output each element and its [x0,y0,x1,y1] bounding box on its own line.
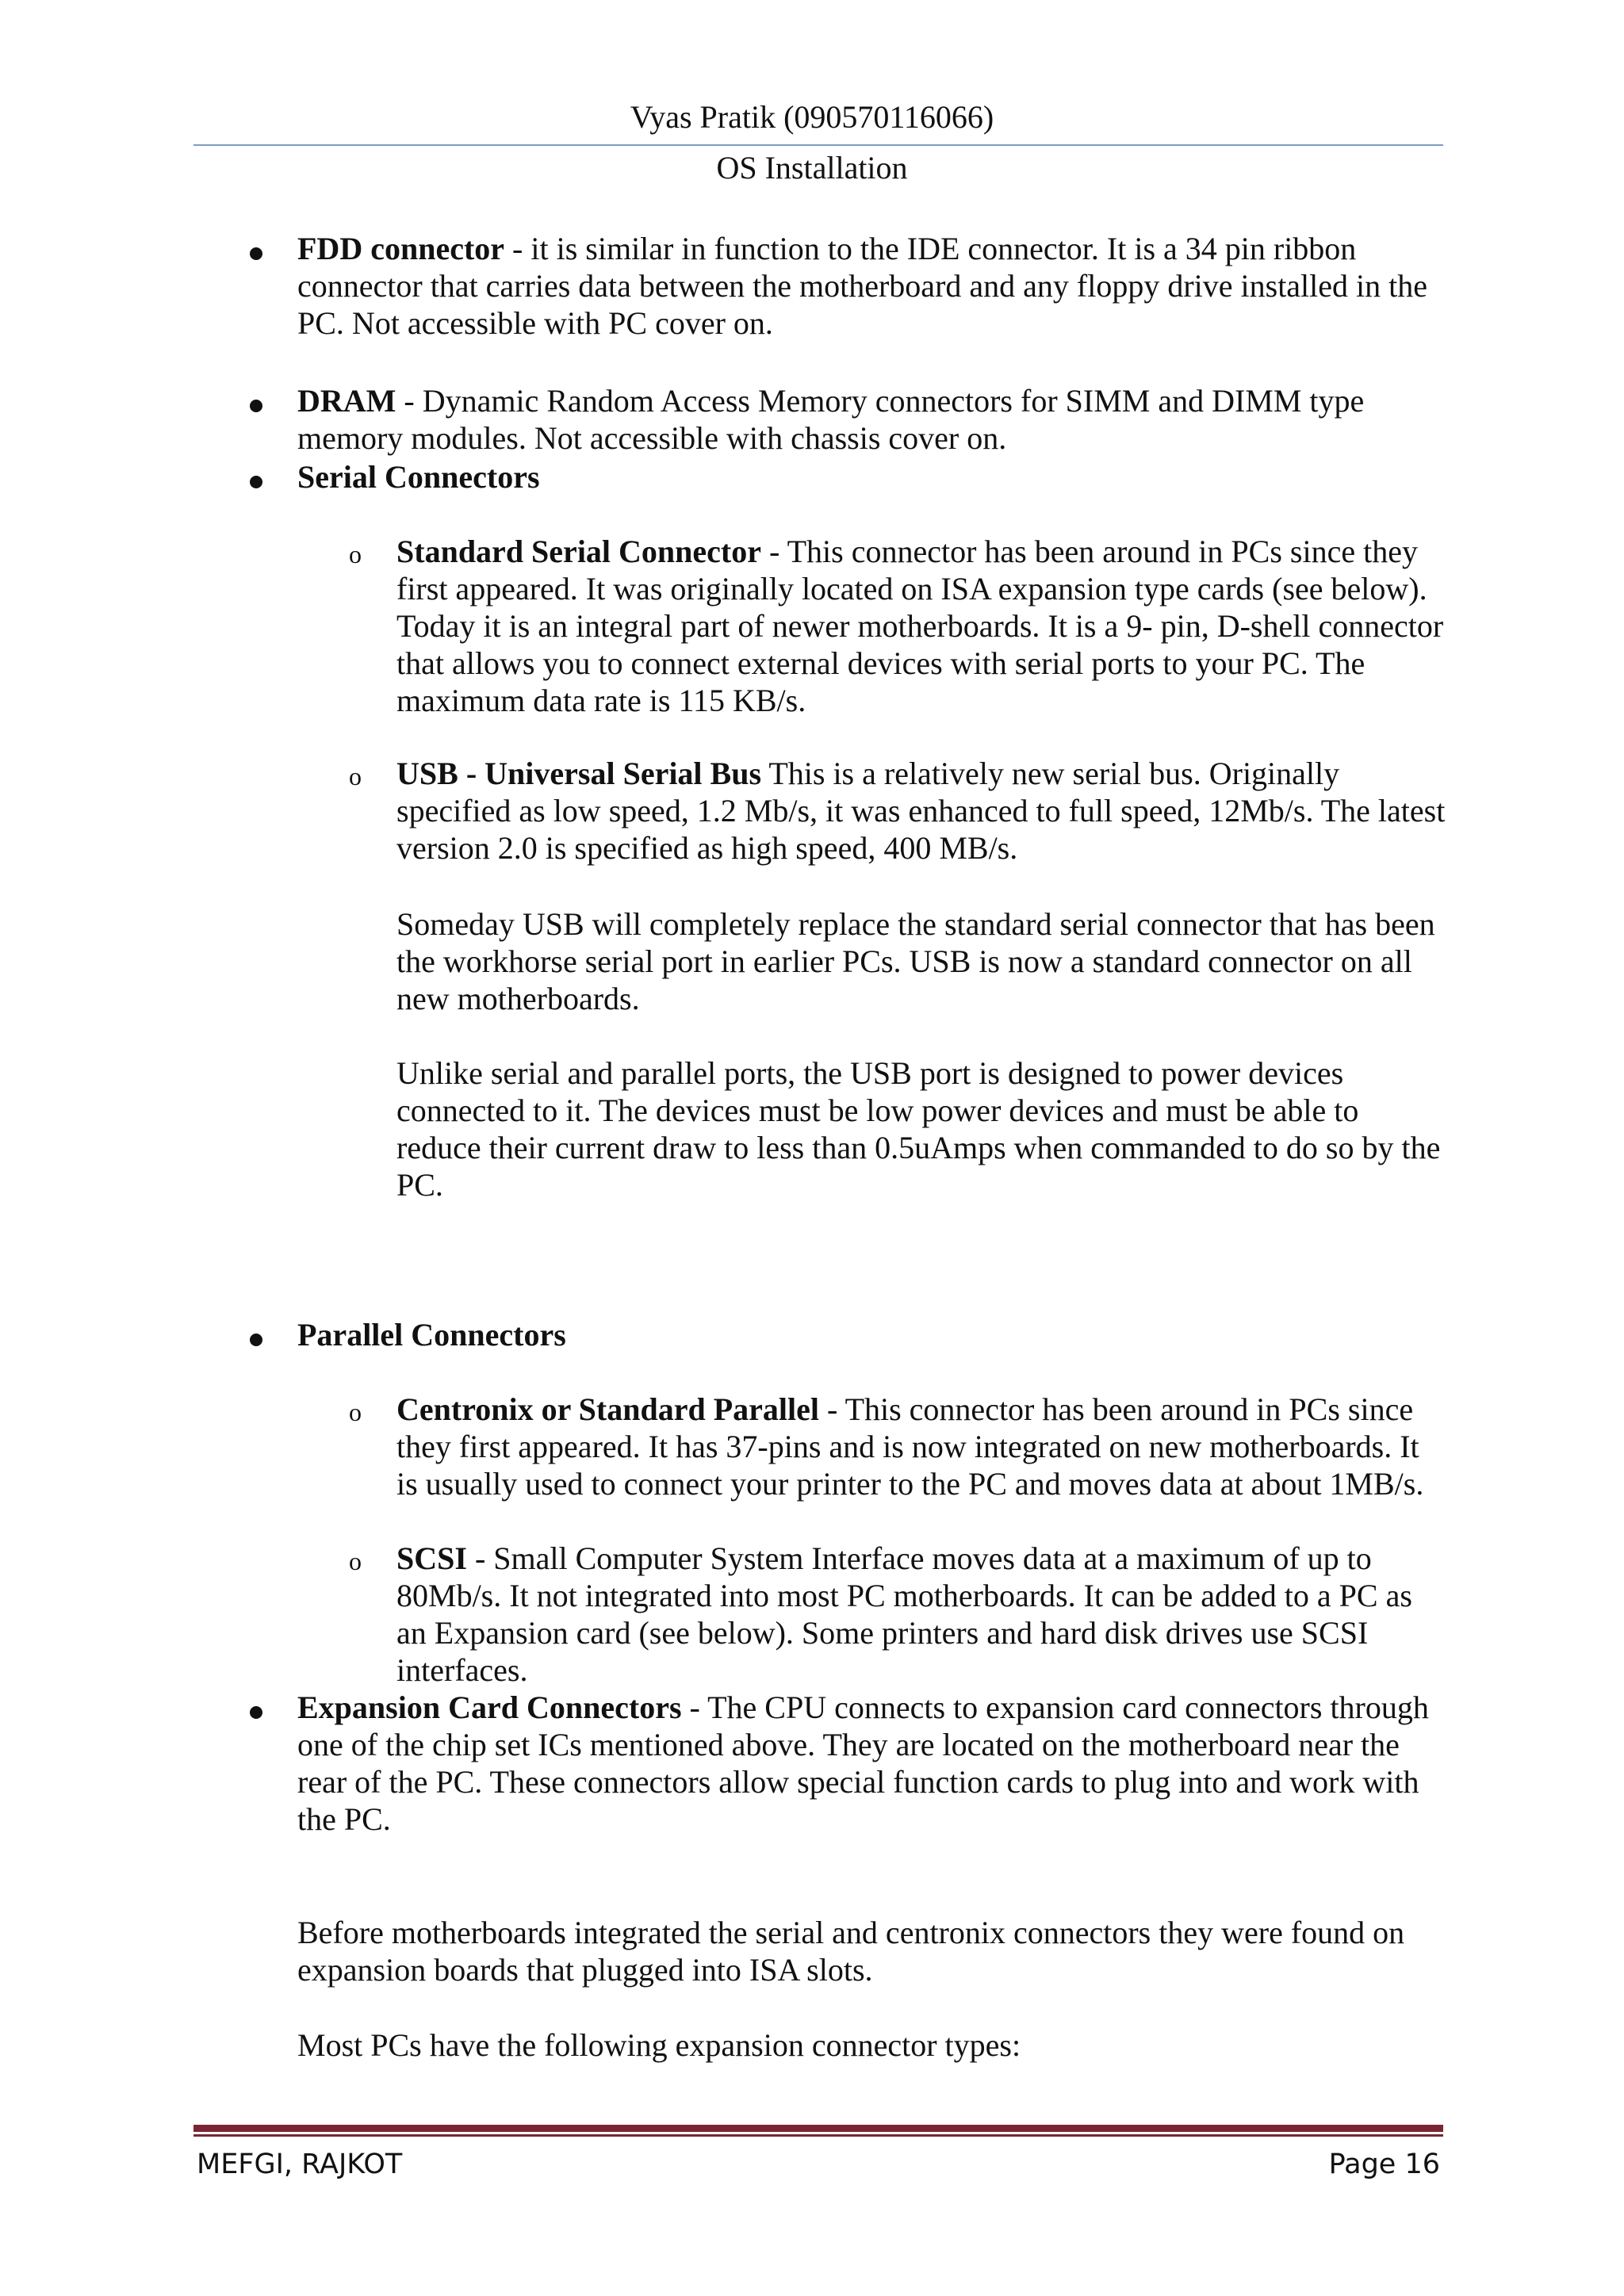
header-author: Vyas Pratik (090570116066) [630,99,994,135]
dram-text: - Dynamic Random Access Memory connectors for SIMM and DIMM type memory modules. Not accessible with chassis cover on. [297,383,1365,456]
expansion-text: - The CPU connects to expansion card connectors through one of the chip set ICs mentioned above. They are located on the motherboard near the rear of the PC. These connectors allow special function cards to plug into and work with the PC. [297,1689,1429,1837]
usb-paragraph-2: Someday USB will completely replace the standard serial connector that has been the workhorse serial port in earlier PCs. USB is now a standard connector on all new motherboards. [396,906,1435,1016]
footer-organization: MEFGI, RAJKOT [197,2149,403,2180]
centronix-term: Centronix or Standard Parallel [396,1391,819,1427]
bullet-icon [250,400,262,412]
sub-bullet-icon: o [349,762,362,790]
expansion-paragraph-3: Most PCs have the following expansion connector types: [297,2027,1021,2063]
fdd-text: - it is similar in function to the IDE connector. It is a 34 pin ribbon connector that carries data between the motherboard and any floppy drive installed in the PC. Not accessible with PC cover on. [297,231,1428,341]
bullet-icon [250,247,262,260]
bullet-icon [250,476,262,488]
parallel-term: Parallel Connectors [297,1317,566,1353]
sub-bullet-icon: o [349,540,362,568]
serial-term: Serial Connectors [297,459,540,495]
centronix-text: - This connector has been around in PCs since they first appeared. It has 37-pins and is now integrated on new motherboards. It is usually used to connect your printer to the PC and moves data at about 1MB/s. [396,1391,1424,1502]
sub-bullet-icon: o [349,1547,362,1575]
bullet-icon [250,1706,262,1719]
scsi-term: SCSI [396,1540,467,1576]
expansion-paragraph [297,1689,1443,1838]
dram-term: DRAM [297,383,396,419]
standard-serial-text: - This connector has been around in PCs since they first appeared. It was originally located on ISA expansion type cards (see below). Today it is an integral part of newer motherboards. It is a 9- pin, D-shell connector that allows you to connect external devices with serial ports to your PC. The maximum data rate is 115 KB/s. [396,534,1444,718]
standard-serial-term: Standard Serial Connector [396,534,761,569]
footer-divider-thin [193,2134,1443,2137]
usb-term: USB - Universal Serial Bus [396,756,762,791]
header-subtitle: OS Installation [716,150,908,186]
usb-paragraph [396,755,1447,867]
fdd-term: FDD connector [297,231,505,266]
usb-text: This is a relatively new serial bus. Originally specified as low speed, 1.2 Mb/s, it was enhanced to full speed, 12Mb/s. The latest version 2.0 is specified as high speed, 400 MB/s. [396,756,1446,866]
fdd-paragraph [297,230,1443,342]
standard-serial-paragraph [396,533,1447,719]
bullet-icon [250,1334,262,1346]
scsi-text: - Small Computer System Interface moves data at a maximum of up to 80Mb/s. It not integrated into most PC motherboards. It can be added to a PC as an Expansion card (see below). Some printers and hard disk drives use SCSI interfaces. [396,1540,1412,1688]
footer-page-number: Page 16 [1328,2149,1440,2180]
serial-heading [297,458,1443,496]
centronix-paragraph [396,1391,1447,1502]
expansion-term: Expansion Card Connectors [297,1689,682,1725]
footer-divider [193,2125,1443,2132]
header-divider [193,144,1443,146]
expansion-paragraph-2: Before motherboards integrated the serial and centronix connectors they were found on expansion boards that plugged into ISA slots. [297,1915,1405,1988]
dram-paragraph [297,382,1443,457]
scsi-paragraph [396,1540,1447,1689]
parallel-heading [297,1316,1443,1353]
usb-paragraph-3: Unlike serial and parallel ports, the USB port is designed to power devices connected to it. The devices must be low power devices and must be able to reduce their current draw to less than 0.5uAmps when commanded to do so by the PC. [396,1055,1441,1203]
sub-bullet-icon: o [349,1398,362,1426]
